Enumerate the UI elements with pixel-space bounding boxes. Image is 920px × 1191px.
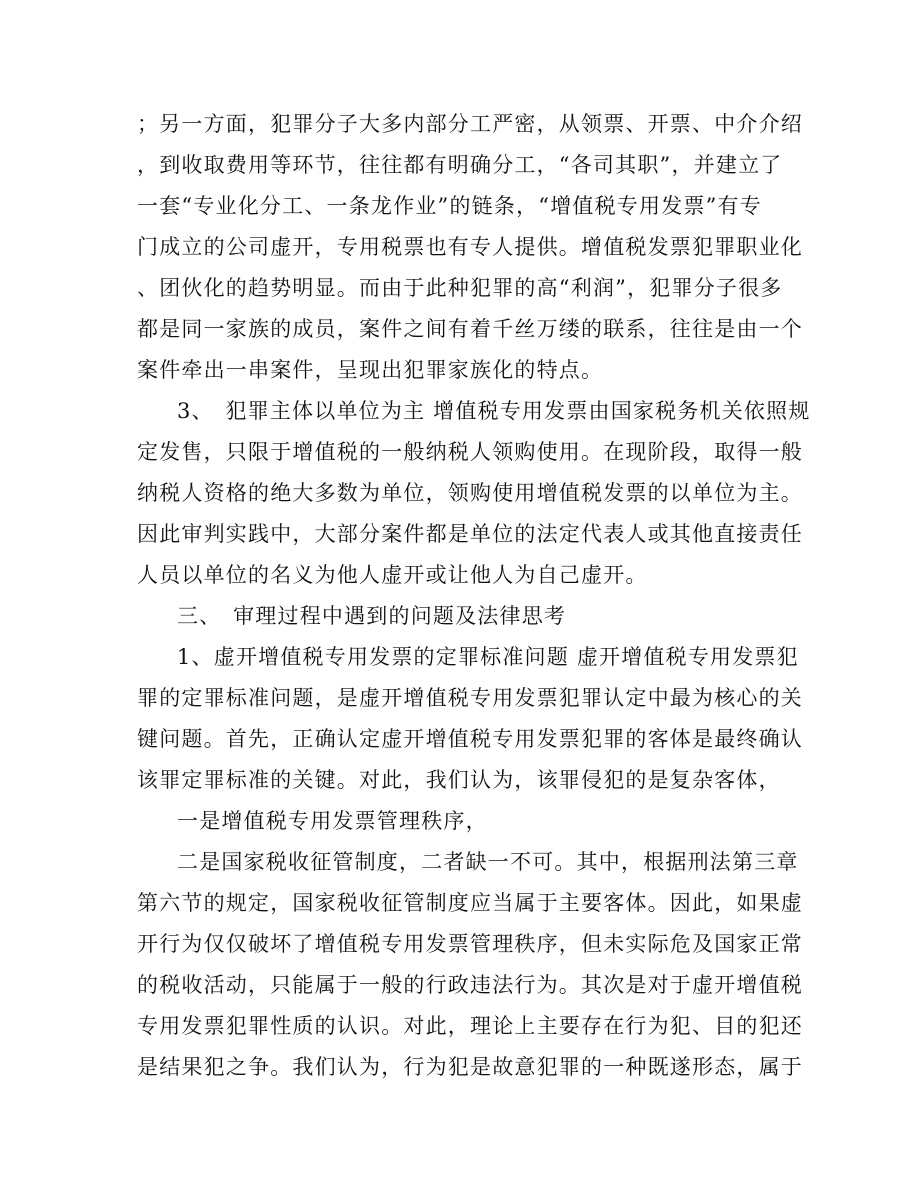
text-line-22: 的税收活动，只能属于一般的行政违法行为。其次是对于虚开增值税: [137, 973, 803, 997]
text-line-23: 专用发票犯罪性质的认识。对此，理论上主要存在行为犯、目的犯还: [137, 1014, 803, 1038]
text-line-19: 二是国家税收征管制度，二者缺一不可。其中，根据刑法第三章: [177, 850, 799, 874]
text-line-8: 3、 犯罪主体以单位为主 增值税专用发票由国家税务机关依照规: [177, 399, 811, 423]
text-line-3: 一套“专业化分工、一条龙作业”的链条，“增值税专用发票”有专: [137, 194, 762, 218]
text-line-5: 、团伙化的趋势明显。而由于此种犯罪的高“利润”，犯罪分子很多: [137, 276, 783, 300]
text-line-14: 1、虚开增值税专用发票的定罪标准问题 虚开增值税专用发票犯: [177, 645, 799, 669]
text-line-20: 第六节的规定，国家税收征管制度应当属于主要客体。因此，如果虚: [137, 891, 803, 915]
text-line-24: 是结果犯之争。我们认为，行为犯是故意犯罪的一种既遂形态，属于: [137, 1055, 803, 1079]
text-line-7: 案件牵出一串案件，呈现出犯罪家族化的特点。: [137, 358, 604, 382]
text-line-6: 都是同一家族的成员，案件之间有着千丝万缕的联系，往往是由一个: [137, 317, 803, 341]
text-line-12: 人员以单位的名义为他人虚开或让他人为自己虚开。: [137, 563, 648, 587]
text-line-17: 该罪定罪标准的关键。对此，我们认为，该罪侵犯的是复杂客体，: [137, 768, 781, 792]
text-line-4: 门成立的公司虚开，专用税票也有专人提供。增值税发票犯罪职业化: [137, 235, 803, 259]
text-line-16: 键问题。首先，正确认定虚开增值税专用发票犯罪的客体是最终确认: [137, 727, 803, 751]
text-line-9: 定发售，只限于增值税的一般纳税人领购使用。在现阶段，取得一般: [137, 440, 803, 464]
text-line-2: ，到收取费用等环节，往往都有明确分工，“各司其职”，并建立了: [137, 153, 783, 177]
section-heading: 三、 审理过程中遇到的问题及法律思考: [177, 604, 567, 628]
text-line-11: 因此审判实践中，大部分案件都是单位的法定代表人或其他直接责任: [137, 522, 803, 546]
text-line-1: ；另一方面，犯罪分子大多内部分工严密，从领票、开票、中介介绍: [137, 112, 803, 136]
text-line-18: 一是增值税专用发票管理秩序，: [177, 809, 488, 833]
text-line-21: 开行为仅仅破坏了增值税专用发票管理秩序，但未实际危及国家正常: [137, 932, 803, 956]
text-line-10: 纳税人资格的绝大多数为单位，领购使用增值税发票的以单位为主。: [137, 481, 803, 505]
text-line-15: 罪的定罪标准问题，是虚开增值税专用发票犯罪认定中最为核心的关: [137, 686, 803, 710]
